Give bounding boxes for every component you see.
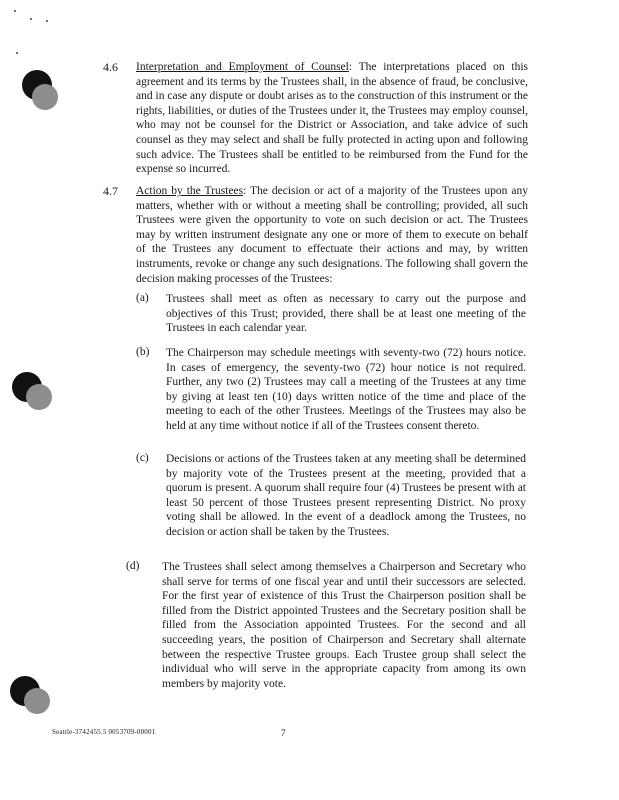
punch-hole-shadow bbox=[24, 688, 50, 714]
section-4-6-paragraph bbox=[136, 60, 528, 177]
page-number: 7 bbox=[281, 728, 286, 738]
section-heading: Action by the Trustees bbox=[136, 185, 244, 197]
list-item-text: Decisions or actions of the Trustees taken at any meeting shall be determined by majority vote of the Trustees present at the meeting, provided that a quorum is present. A quorum shall require four (4) Trustees be present with at least 50 percent of those Trustees present representing District. No proxy voting shall be allowed. In the event of a deadlock among the Trustees, no decision or action shall be taken by the Trustees. bbox=[166, 453, 526, 538]
scan-speck bbox=[30, 18, 32, 20]
document-id: Seattle-3742455.5 0053709-00001 bbox=[52, 728, 156, 736]
list-item-text: Trustees shall meet as often as necessary to carry out the purpose and objectives of this Trust; provided, there shall be at least one meeting of the Trustees in each calendar year. bbox=[166, 293, 526, 335]
section-4-7-paragraph bbox=[136, 184, 528, 286]
section-heading: Interpretation and Employment of Counsel bbox=[136, 61, 349, 73]
list-item-label: (c) bbox=[136, 452, 149, 464]
scan-speck bbox=[46, 20, 48, 22]
list-item-text: The Chairperson may schedule meetings with seventy-two (72) hours notice. In cases of emergency, the seventy-two (72) hour notice is not required. Further, any two (2) Trustees may call a meeting of the Trustees at any time by giving at least ten (10) days written notice of the time and place of the meeting to each of the other Trustees. Meetings of the Trustees may also be held at any time without notice if all of the Trustees consent thereto. bbox=[166, 347, 526, 432]
section-number: 4.7 bbox=[103, 184, 118, 198]
section-number: 4.6 bbox=[103, 60, 118, 74]
punch-hole-shadow bbox=[32, 84, 58, 110]
list-item-label: (a) bbox=[136, 292, 149, 304]
list-item-label: (d) bbox=[126, 560, 140, 572]
punch-hole-shadow bbox=[26, 384, 52, 410]
section-body: : The decision or act of a majority of the Trustees upon any matters, whether with or without a meeting shall be controlling; provided, all such Trustees were given the opportunity to vote on such decision or act. The Trustees may by written instrument designate any one or more of them to execute on behalf of the Trustees any document to effectuate their actions and may, by written instruments, revoke or change any such designations. The following shall govern the decision making processes of the Trustees: bbox=[136, 185, 528, 285]
list-item-text: The Trustees shall select among themselves a Chairperson and Secretary who shall serve for terms of one fiscal year and until their successors are selected. For the first year of existence of this Trust the Chairperson position shall be filled from the District appointed Trustees and the Secretary position shall be filled from the Association appointed Trustees. For the second and all succeeding years, the position of Chairperson and Secretary shall alternate between the respective Trustee groups. Each Trustee group shall select the individual who will serve in the appropriate capacity from among its own members by majority vote. bbox=[162, 561, 526, 690]
scan-speck bbox=[16, 52, 18, 54]
section-body: : The interpretations placed on this agreement and its terms by the Trustees shall, in the absence of fraud, be conclusive, and in case any dispute or doubt arises as to the construction of this instrument or the rights, liabilities, or duties of the Trustees under it, the Trustees may employ counsel, who may not be counsel for the District or Association, and take advice of such counsel as they may select and shall be fully protected in acting upon and following such advice. The Trustees shall be entitled to be reimbursed from the Fund for the expense so incurred. bbox=[136, 61, 528, 176]
list-item-label: (b) bbox=[136, 346, 150, 358]
scan-speck bbox=[14, 10, 16, 12]
